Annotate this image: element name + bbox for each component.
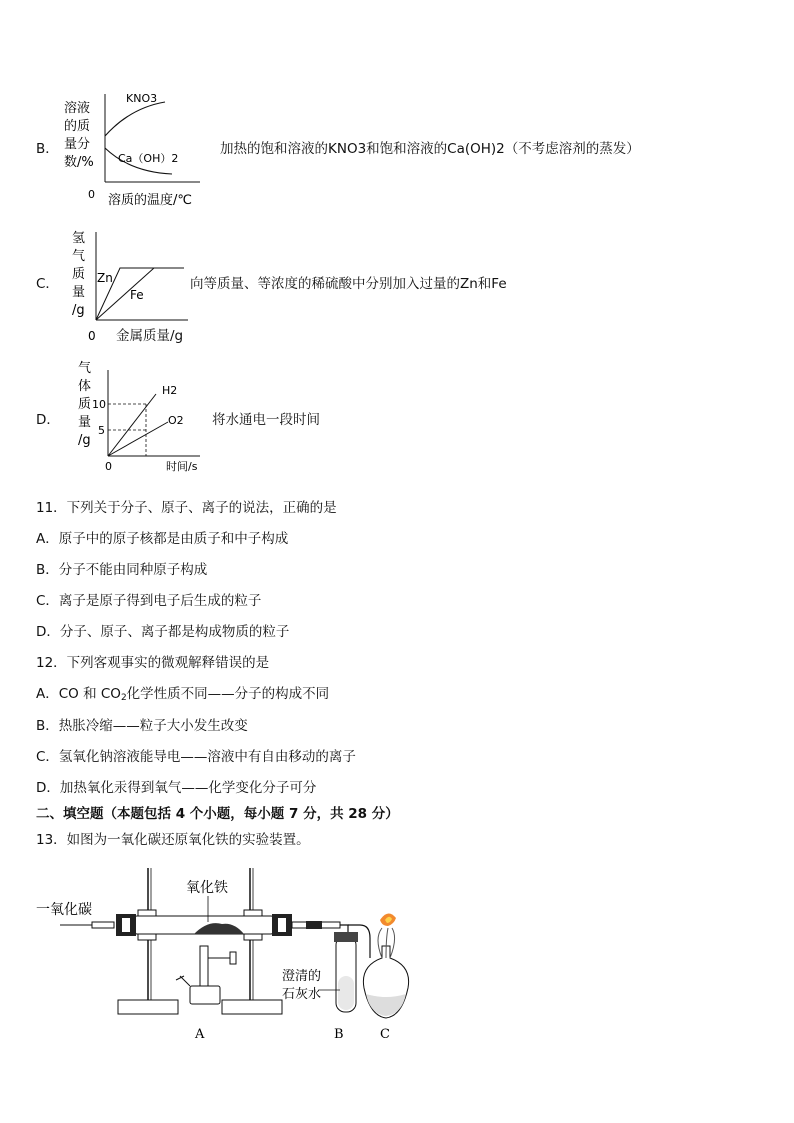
- h2-label: H2: [162, 384, 178, 397]
- y-axis-label: [78, 361, 91, 448]
- burner-stand: [200, 946, 208, 986]
- q11-option-b: B．分子不能由同种原子构成: [36, 562, 208, 578]
- y-label-char: 质: [72, 267, 86, 282]
- test-tube-b-stopper: [334, 932, 358, 942]
- q12-option-c: C．氢氧化钠溶液能导电——溶液中有自由移动的离子: [36, 749, 356, 765]
- kno3-curve: [105, 102, 165, 136]
- option-c-x-label: 金属质量/g: [116, 328, 184, 344]
- burner-valve-knob: [230, 952, 236, 964]
- o2-line: [108, 422, 168, 456]
- o2-label: O2: [168, 414, 184, 427]
- origin-label: 0: [105, 460, 112, 473]
- clamp-right-bottom: [244, 934, 262, 940]
- y-axis-label: [72, 231, 85, 318]
- inlet-tube: [92, 922, 114, 928]
- rubber-joint: [306, 921, 322, 929]
- h2-line: [108, 394, 156, 456]
- q12-a-subscript: 2: [120, 693, 127, 703]
- q13-stem: 13．如图为一氧化碳还原氧化铁的实验装置。: [36, 832, 310, 848]
- label-b: B: [334, 1027, 344, 1042]
- y-axis-label: [64, 100, 94, 170]
- option-b-letter: B．: [36, 141, 59, 157]
- y-label-char: /g: [72, 303, 85, 318]
- x-axis-label: 溶质的温度/℃: [108, 193, 192, 208]
- caoh2-label: Ca（OH）2: [118, 152, 179, 165]
- lamp-liquid: [366, 994, 406, 1016]
- label-a: A: [195, 1027, 205, 1042]
- y-label-char: 量: [72, 285, 86, 300]
- option-b-description: 加热的饱和溶液的KNO3和饱和溶液的Ca(OH)2（不考虑溶剂的蒸发）: [220, 141, 640, 157]
- y-label-line: 数/%: [64, 155, 94, 170]
- option-c-description: 向等质量、等浓度的稀硫酸中分别加入过量的Zn和Fe: [190, 276, 507, 292]
- q11-option-a: A．原子中的原子核都是由质子和中子构成: [36, 531, 289, 547]
- electrolysis-graph: [60, 356, 210, 476]
- right-stopper-inner: [278, 918, 286, 932]
- option-d-letter: D．: [36, 412, 60, 428]
- q12-a-suffix: 化学性质不同——分子的构成不同: [126, 686, 330, 702]
- lamp-wick: [378, 928, 395, 958]
- right-stand-base: [222, 1000, 282, 1014]
- y-label-char: 量: [78, 415, 92, 430]
- option-c-letter: C．: [36, 276, 59, 292]
- y-label-line: 溶液: [64, 101, 91, 116]
- q11-option-c: C．离子是原子得到电子后生成的粒子: [36, 593, 262, 609]
- clamp-left-top: [138, 910, 156, 916]
- tick-10-label: 10: [92, 398, 106, 411]
- q12-a-prefix: A．CO 和 CO: [36, 686, 121, 702]
- limewater-label-1: 澄清的: [282, 969, 322, 984]
- iron-oxide-label: 氧化铁: [186, 880, 228, 896]
- co-label: 一氧化碳: [36, 902, 92, 918]
- zn-label: Zn: [97, 271, 113, 285]
- burner-body: [190, 986, 220, 1004]
- y-label-char: 气: [72, 249, 86, 264]
- option-d-description: 将水通电一段时间: [212, 412, 320, 428]
- kno3-label: KNO3: [126, 92, 158, 105]
- limewater: [338, 976, 354, 1010]
- q11-option-d: D．分子、原子、离子都是构成物质的粒子: [36, 624, 290, 640]
- solubility-graph: [60, 86, 210, 212]
- origin-label: 0: [88, 329, 96, 343]
- apparatus-diagram: [30, 858, 430, 1048]
- y-label-char: 体: [78, 379, 92, 394]
- clamp-right-top: [244, 910, 262, 916]
- y-label-char: 气: [78, 361, 92, 376]
- y-label-char: /g: [78, 433, 91, 448]
- y-label-line: 量分: [64, 137, 91, 152]
- origin-label: 0: [88, 188, 95, 201]
- left-stopper-inner: [122, 918, 130, 932]
- q12-option-a: [36, 688, 329, 703]
- tick-5-label: 5: [98, 424, 105, 437]
- label-c: C: [380, 1027, 390, 1042]
- section-heading: 二、填空题（本题包括 4 个小题，每小题 7 分，共 28 分）: [36, 806, 399, 822]
- y-label-char: 质: [78, 397, 92, 412]
- q12-option-d: D．加热氧化汞得到氧气——化学变化分子可分: [36, 780, 317, 796]
- x-axis-label: 时间/s: [166, 460, 198, 473]
- q12-option-b: B．热胀冷缩——粒子大小发生改变: [36, 718, 248, 734]
- q11-stem: 11．下列关于分子、原子、离子的说法，正确的是: [36, 500, 337, 516]
- fe-label: Fe: [130, 288, 144, 302]
- limewater-label-2: 石灰水: [282, 987, 322, 1002]
- clamp-left-bottom: [138, 934, 156, 940]
- y-label-char: 氢: [72, 231, 86, 246]
- q12-stem: 12．下列客观事实的微观解释错误的是: [36, 655, 270, 671]
- left-stand-base: [118, 1000, 178, 1014]
- y-label-line: 的质: [64, 119, 91, 134]
